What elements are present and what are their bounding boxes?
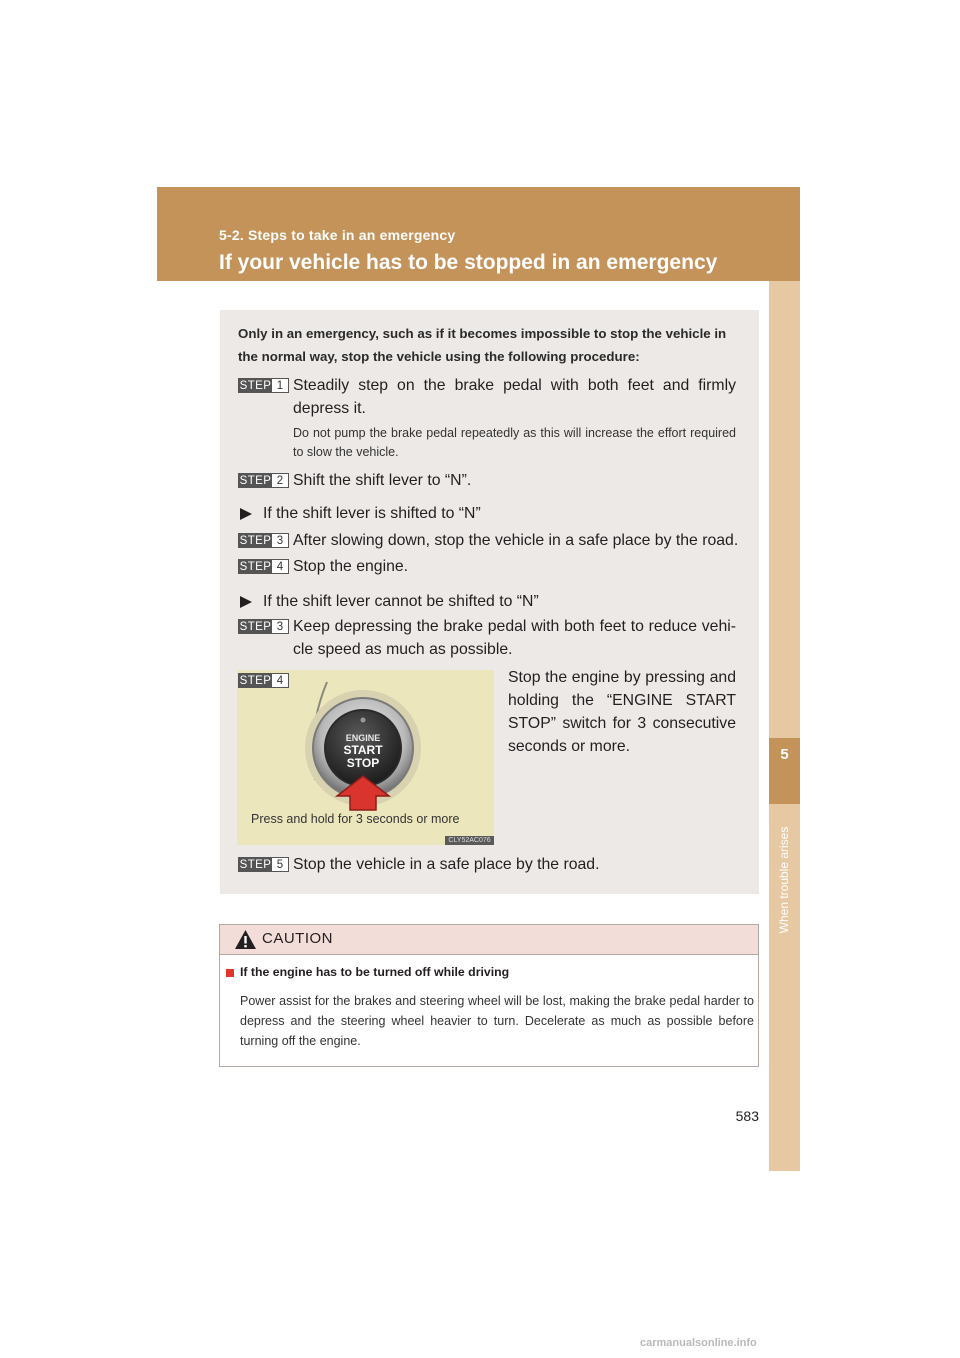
step-badge: STEP 2	[238, 473, 289, 488]
button-label-start: START	[343, 743, 383, 757]
chapter-number: 5	[780, 746, 789, 763]
step-badge: STEP 5	[238, 857, 289, 872]
step-3-text: Keep depressing the brake pedal with both feet to reduce vehi-cle speed as much as possible.	[293, 618, 736, 658]
step-badge: STEP 1	[238, 378, 289, 393]
step-badge: STEP 4	[238, 673, 289, 688]
figure-code: CLY52AC076	[445, 836, 494, 845]
triangle-arrow-icon	[238, 507, 253, 521]
square-bullet-icon	[226, 969, 234, 977]
caution-box	[219, 924, 759, 1067]
chapter-title: When trouble arises	[777, 826, 791, 934]
triangle-arrow-icon	[238, 595, 253, 609]
step-3-text: After slowing down, stop the vehicle in a safe place by the road.	[293, 532, 739, 549]
procedure-box	[220, 310, 759, 894]
warning-triangle-icon	[234, 929, 257, 950]
caution-title: CAUTION	[262, 930, 333, 947]
caution-header	[220, 925, 758, 955]
watermark: carmanualsonline.info	[640, 1337, 757, 1349]
page-title: If your vehicle has to be stopped in an emergency	[219, 251, 718, 274]
step-5-text: Stop the vehicle in a safe place by the road.	[293, 856, 600, 873]
step-4-text: Stop the engine.	[293, 558, 409, 575]
condition-not-shifted: If the shift lever cannot be shifted to “N”	[238, 590, 539, 613]
caution-heading: If the engine has to be turned off while driving	[240, 965, 510, 979]
step-badge: STEP 3	[238, 533, 289, 548]
button-label-engine: ENGINE	[345, 733, 381, 743]
condition-shifted: If the shift lever is shifted to “N”	[238, 502, 481, 525]
engine-start-stop-figure	[237, 670, 494, 845]
step-1-note: Do not pump the brake pedal repeatedly as this will increase the effort required to slow the vehicle.	[293, 426, 736, 459]
button-label-stop: STOP	[346, 756, 380, 770]
procedure-intro: Only in an emergency, such as if it becomes impossible to stop the vehicle in the normal way, stop the vehicle using the following procedure:	[238, 326, 727, 364]
step-badge: STEP 4	[238, 559, 289, 574]
chapter-side-tab	[769, 281, 800, 1171]
figure-caption: Press and hold for 3 seconds or more	[251, 812, 460, 826]
step-4-text: Stop the engine by pressing and holding the “ENGINE START STOP” switch for 3 consecutive seconds or more.	[508, 669, 736, 755]
caution-body: Power assist for the brakes and steering wheel will be lost, making the brake pedal harder to depress and the steering wheel heavier to turn. Decelerate as much as possible before turning off the engine.	[240, 994, 754, 1048]
step-badge: STEP 3	[238, 619, 289, 634]
page-number: 583	[735, 1108, 759, 1124]
header-band	[157, 187, 800, 281]
step-1-text: Steadily step on the brake pedal with both feet and firmly depress it.	[293, 377, 736, 417]
section-label: 5-2. Steps to take in an emergency	[219, 227, 456, 243]
step-2-text: Shift the shift lever to “N”.	[293, 472, 472, 489]
